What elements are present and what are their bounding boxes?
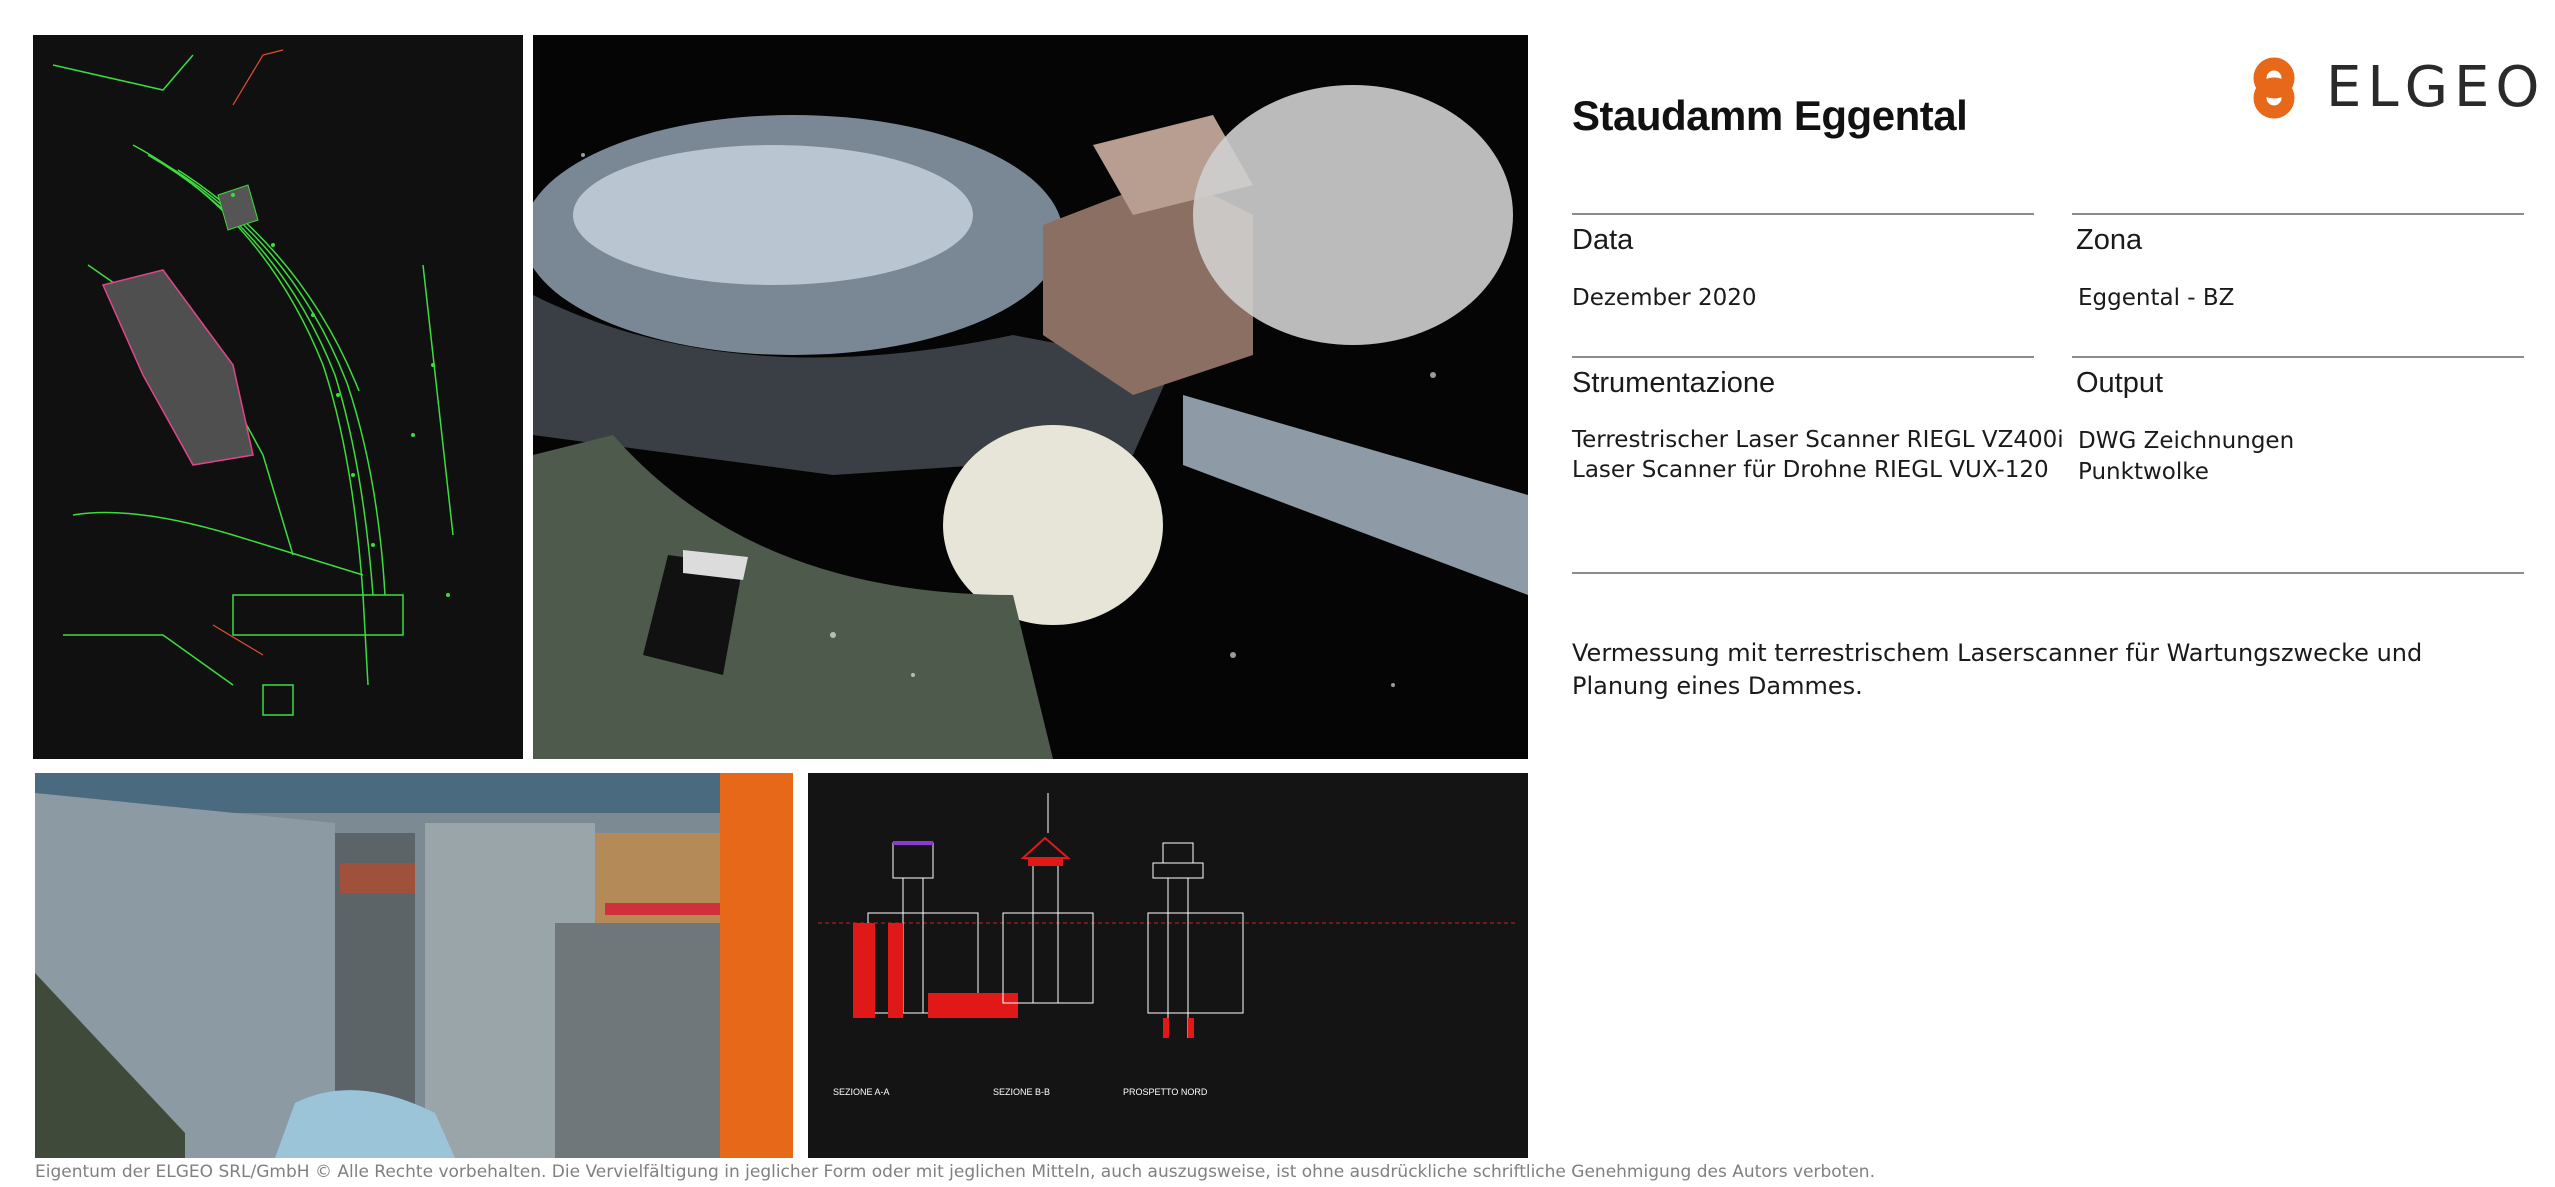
instrumentation-label: Strumentazione	[1572, 367, 1776, 399]
section-label: SEZIONE A-A	[833, 1087, 890, 1097]
section-label: SEZIONE B-B	[993, 1087, 1051, 1097]
elgeo-logo	[2234, 48, 2546, 128]
elgeo-logo-mark-icon	[2234, 48, 2314, 128]
output-value: DWG Zeichnungen	[2078, 428, 2295, 454]
elgeo-logo-text: ELGEO	[2326, 55, 2546, 120]
date-value: Dezember 2020	[1572, 285, 1757, 311]
page-title: Staudamm Eggental	[1572, 92, 1968, 139]
section-label: PROSPETTO NORD	[1123, 1087, 1208, 1097]
zone-label: Zona	[2076, 224, 2143, 256]
divider	[2072, 356, 2524, 358]
divider	[1572, 572, 2524, 574]
cad-sections-image	[808, 773, 1528, 1158]
cad-site-plan-image	[33, 35, 523, 759]
output-value: Punktwolke	[2078, 459, 2209, 485]
copyright-footer: Eigentum der ELGEO SRL/GmbH © Alle Rechte vorbehalten. Die Vervielfältigung in jeglicher Form oder mit jeglichen Mitteln, auch auszugsweise, ist ohne ausdrückliche schriftliche Genehmigung des Autors verboten.	[35, 1162, 1875, 1182]
divider	[1572, 356, 2034, 358]
dam-photo	[35, 773, 720, 1158]
accent-bar	[720, 773, 793, 1158]
divider	[1572, 213, 2034, 215]
instrumentation-value: Laser Scanner für Drohne RIEGL VUX-120	[1572, 457, 2049, 483]
project-description: Vermessung mit terrestrischem Laserscanner für Wartungszwecke und Planung eines Dammes.	[1572, 639, 2423, 700]
output-label: Output	[2076, 367, 2164, 399]
divider	[2072, 213, 2524, 215]
zone-value: Eggental - BZ	[2078, 285, 2235, 311]
instrumentation-value: Terrestrischer Laser Scanner RIEGL VZ400i	[1572, 427, 2064, 453]
point-cloud-image	[533, 35, 1528, 759]
date-label: Data	[1572, 224, 1634, 256]
